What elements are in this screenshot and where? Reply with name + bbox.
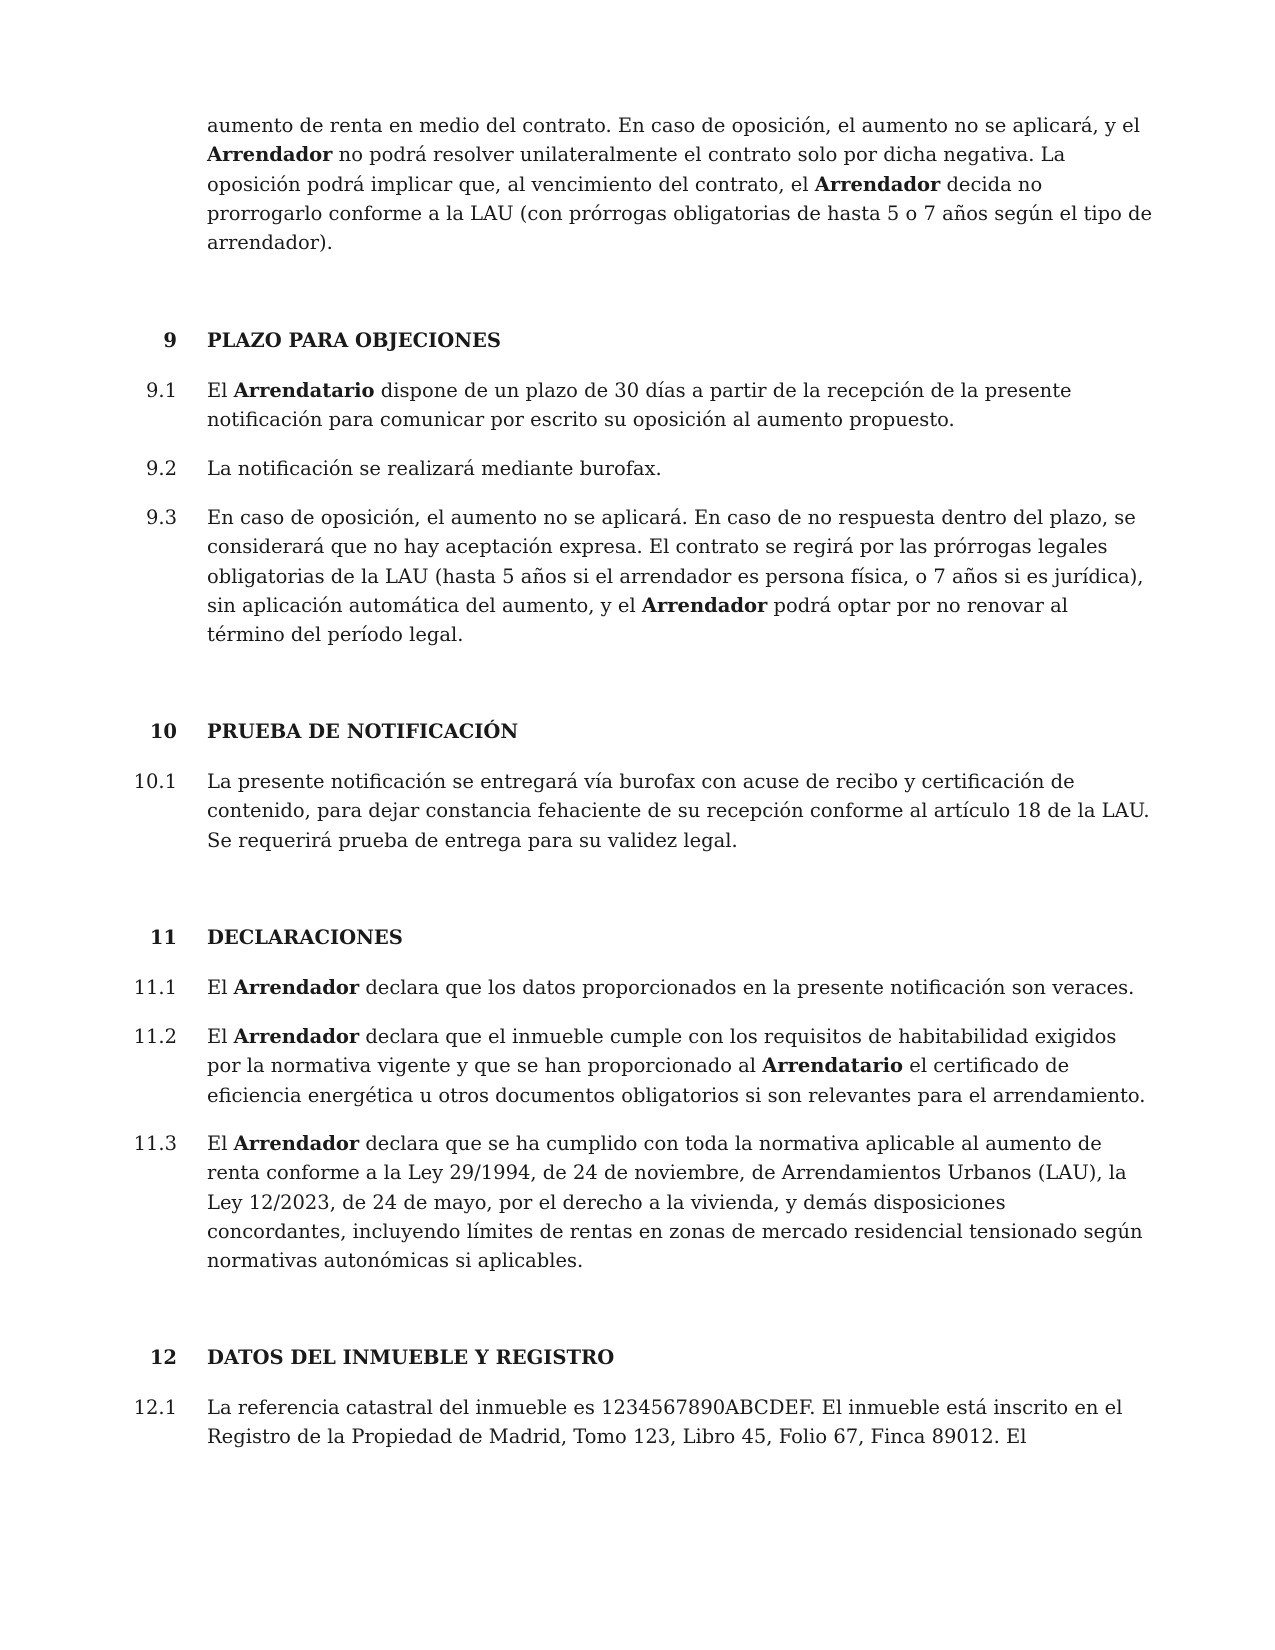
text-line: [207, 767, 1127, 796]
party-term: Arrendador: [233, 976, 360, 999]
text-line: [207, 228, 1127, 257]
text-line: [207, 376, 1127, 405]
clause-paragraph: [207, 503, 1144, 649]
text-line: [207, 1393, 1127, 1422]
text-run: notificación para comunicar por escrito su oposición al aumento propuesto.: [207, 408, 955, 432]
party-term: Arrendador: [207, 143, 333, 167]
clause-number: 9.2: [145, 457, 177, 480]
party-term: Arrendador: [233, 1132, 360, 1155]
text-line: [207, 111, 1140, 140]
text-run: término del período legal.: [207, 623, 464, 647]
party-term: Arrendador: [233, 1025, 360, 1048]
text-line: [207, 591, 1127, 620]
clause-number: 11.3: [133, 1132, 177, 1155]
text-run: considerará que no hay aceptación expresa. El contrato se regirá por las prórrogas legales: [207, 535, 1108, 559]
text-line: [207, 1051, 1127, 1080]
text-run: En caso de oposición, el aumento no se aplicará. En caso de no respuesta dentro del plazo, se: [207, 506, 1136, 529]
section-number: 9: [163, 329, 177, 352]
section-number: 11: [149, 926, 177, 949]
text-line: [207, 1022, 1127, 1051]
clause-paragraph: [207, 376, 1127, 435]
text-run: La referencia catastral del inmueble es 1234567890ABCDEF. El inmueble está inscrito en el: [207, 1396, 1123, 1419]
section-title: PRUEBA DE NOTIFICACIÓN: [207, 720, 519, 743]
text-run: La notificación se realizará mediante burofax.: [207, 457, 662, 480]
clause-number: 11.2: [133, 1025, 177, 1048]
text-run: El: [207, 1132, 234, 1155]
clause-paragraph: [207, 1393, 1127, 1452]
text-run: declara que los datos proporcionados en la presente notificación son veraces.: [359, 976, 1135, 999]
clause-number: 10.1: [133, 770, 177, 793]
text-line: [207, 503, 1136, 532]
clause-number: 9.3: [145, 506, 177, 529]
text-line: [207, 1158, 1127, 1187]
text-run: dispone de un plazo de 30 días a partir de la recepción de la presente: [374, 379, 1072, 402]
text-run: declara que el inmueble cumple con los requisitos de habitabilidad exigidos: [359, 1025, 1117, 1048]
party-term: Arrendatario: [762, 1054, 904, 1078]
text-line: [207, 405, 1127, 434]
section-heading: [207, 717, 1127, 746]
text-line: [207, 1188, 1127, 1217]
text-run: eficiencia energética u otros documentos obligatorios si son relevantes para el arrendamiento.: [207, 1083, 1146, 1107]
section-heading: [207, 326, 1127, 355]
text-line: [207, 826, 1127, 855]
text-run: Registro de la Propiedad de Madrid, Tomo 123, Libro 45, Folio 67, Finca 89012. El: [207, 1425, 1027, 1449]
text-run: El: [207, 1025, 234, 1048]
text-line: [207, 140, 1127, 169]
clause-number: 9.1: [145, 379, 177, 402]
text-run: Ley 12/2023, de 24 de mayo, por el derecho a la vivienda, y demás disposiciones: [207, 1190, 1006, 1214]
clause-number: 11.1: [133, 976, 177, 999]
text-run: concordantes, incluyendo límites de rentas en zonas de mercado residencial tensionado según: [207, 1219, 1143, 1243]
text-run: prorrogarlo conforme a la LAU (con prórrogas obligatorias de hasta 5 o 7 años según el tipo de: [207, 201, 1153, 225]
section-heading: [207, 1343, 1127, 1372]
party-term: Arrendatario: [233, 379, 375, 402]
section-number: 12: [149, 1346, 177, 1369]
text-run: no podrá resolver unilateralmente el contrato solo por dicha negativa. La: [332, 143, 1066, 167]
clause-paragraph: [207, 454, 1127, 483]
text-run: renta conforme a la Ley 29/1994, de 24 de noviembre, de Arrendamientos Urbanos (LAU), la: [207, 1161, 1127, 1185]
text-run: por la normativa vigente y que se han proporcionado al: [207, 1054, 763, 1078]
text-line: [207, 620, 1127, 649]
text-line: [207, 796, 1150, 825]
clause-paragraph: [207, 973, 1135, 1002]
clause-paragraph: [207, 767, 1150, 855]
text-run: obligatorias de la LAU (hasta 5 años si el arrendador es persona física, o 7 años si es jurídica),: [207, 564, 1144, 588]
party-term: Arrendador: [814, 172, 941, 196]
section-title: DATOS DEL INMUEBLE Y REGISTRO: [207, 1346, 615, 1369]
text-run: contenido, para dejar constancia fehaciente de su recepción conforme al artículo 18 de la LAU.: [207, 799, 1150, 823]
text-run: El: [207, 976, 234, 999]
text-line: [207, 1246, 1127, 1275]
text-line: [207, 1129, 1127, 1158]
text-run: el certificado de: [903, 1054, 1070, 1078]
text-run: decida no: [940, 172, 1043, 196]
section-number: 10: [149, 720, 177, 743]
section-heading: [207, 923, 1127, 952]
text-run: aumento de renta en medio del contrato. En caso de oposición, el aumento no se aplicará, y el: [207, 114, 1140, 137]
continuation-paragraph: [207, 111, 1153, 257]
clause-paragraph: [207, 1022, 1146, 1110]
text-run: El: [207, 379, 234, 402]
clause-number: 12.1: [133, 1396, 177, 1419]
section-title: DECLARACIONES: [207, 926, 403, 949]
text-line: [207, 199, 1153, 228]
text-line: [207, 1422, 1127, 1451]
text-run: La presente notificación se entregará vía burofax con acuse de recibo y certificación de: [207, 770, 1075, 793]
text-run: podrá optar por no renovar al: [767, 593, 1069, 617]
text-line: [207, 1217, 1143, 1246]
text-line: [207, 170, 1127, 199]
text-run: arrendador).: [207, 231, 333, 255]
text-line: [207, 973, 1135, 1002]
text-line: [207, 532, 1127, 561]
text-line: [207, 1081, 1146, 1110]
text-run: oposición podrá implicar que, al vencimiento del contrato, el: [207, 172, 815, 196]
text-line: [207, 562, 1144, 591]
section-title: PLAZO PARA OBJECIONES: [207, 329, 501, 352]
text-run: declara que se ha cumplido con toda la normativa aplicable al aumento de: [359, 1132, 1102, 1155]
text-line: [207, 454, 1127, 483]
clause-paragraph: [207, 1129, 1143, 1275]
text-run: sin aplicación automática del aumento, y el: [207, 593, 642, 617]
text-run: Se requerirá prueba de entrega para su validez legal.: [207, 828, 738, 852]
party-term: Arrendador: [641, 593, 768, 617]
text-run: normativas autonómicas si aplicables.: [207, 1249, 584, 1273]
